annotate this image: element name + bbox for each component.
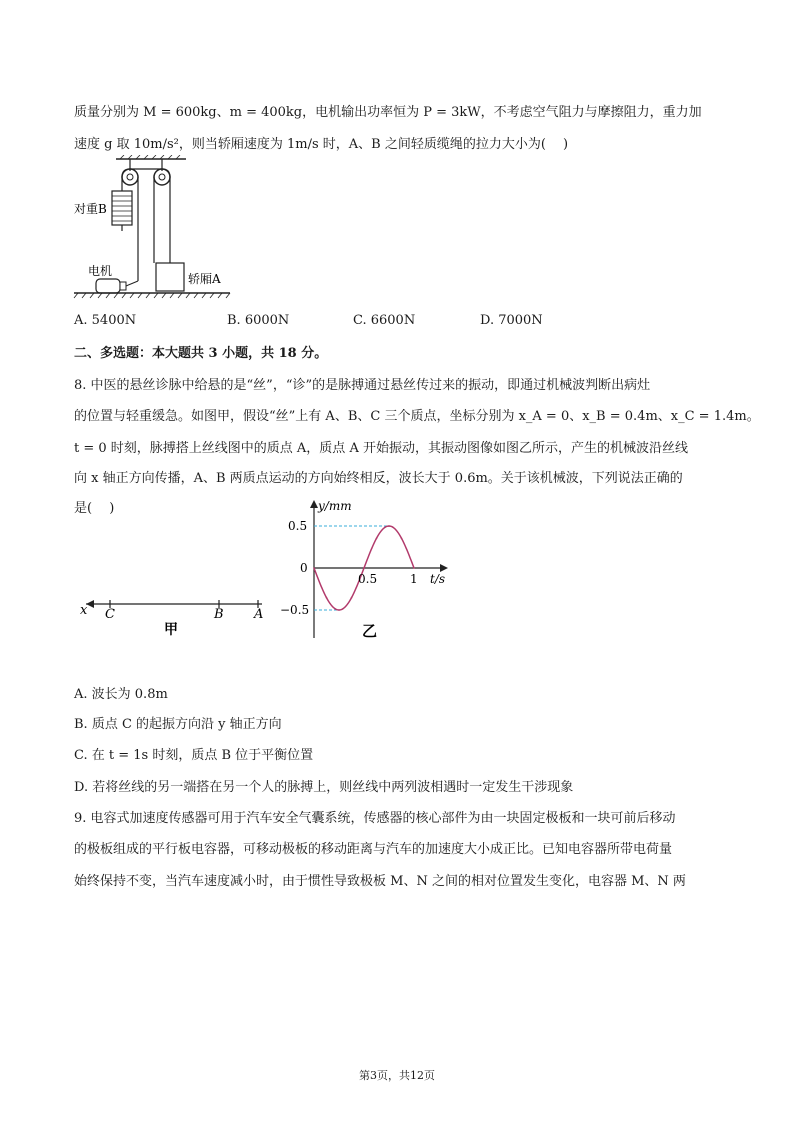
data-point bbox=[326, 597, 328, 599]
figure-jia bbox=[74, 590, 274, 640]
q9-line-1: 9. 电容式加速度传感器可用于汽车安全气囊系统，传感器的核心部件为由一块固定极板和一块可前后移动 bbox=[74, 811, 676, 826]
x-axis-arrow bbox=[440, 564, 448, 572]
q7-line-2: 速度 g 取 10m/s²，则当轿厢速度为 1m/s 时，A、B 之间轻质缆绳的拉力大小为( ) bbox=[74, 137, 569, 152]
motor-label: 电机 bbox=[88, 264, 113, 278]
q9-line-2: 的极板组成的平行板电容器，可移动极板的移动距离与汽车的加速度大小成正比。已知电容器所带电荷量 bbox=[74, 842, 673, 857]
counterweight-label: 对重B bbox=[74, 202, 107, 216]
q7-option-d: D. 7000N bbox=[480, 313, 543, 328]
q8-line-3: t = 0 时刻，脉搏搭上丝线图中的质点 A，质点 A 开始振动，其振动图像如图乙所示，产生的机械波沿丝线 bbox=[74, 441, 688, 456]
data-point bbox=[376, 537, 378, 539]
q8-option-d: D. 若将丝线的另一端搭在另一个人的脉搏上，则丝线中两列波相遇时一定发生干涉现象 bbox=[74, 780, 574, 795]
q8-line-5: 是( ) bbox=[74, 501, 115, 516]
jia-point-a: A bbox=[254, 607, 264, 622]
jia-point-b: B bbox=[214, 607, 224, 622]
y-tick-label: 0 bbox=[300, 561, 308, 575]
q8-line-1: 8. 中医的悬丝诊脉中给悬的是“丝”，“诊”的是脉搏通过悬丝传过来的振动，即通过机械波判断出病灶 bbox=[74, 378, 651, 393]
q7-option-c: C. 6600N bbox=[353, 313, 416, 328]
y-tick-label: 0.5 bbox=[288, 519, 308, 533]
data-point bbox=[351, 597, 353, 599]
jia-point-c: C bbox=[105, 607, 115, 622]
data-point bbox=[338, 609, 340, 611]
x-tick-label: 0.5 bbox=[358, 572, 378, 586]
q8-option-c: C. 在 t = 1s 时刻，质点 B 位于平衡位置 bbox=[74, 748, 314, 763]
car-a bbox=[156, 263, 184, 291]
jia-caption: 甲 bbox=[164, 622, 178, 638]
data-point bbox=[401, 537, 403, 539]
q8-line-2: 的位置与轻重缓急。如图甲，假设“丝”上有 A、B、C 三个质点，坐标分别为 x_A = 0、x_B = 0.4m、x_C = 1.4m。 bbox=[74, 409, 760, 424]
car-label: 轿厢A bbox=[188, 272, 221, 286]
data-point bbox=[363, 567, 365, 569]
figure-yi-chart bbox=[278, 496, 458, 644]
q9-line-3: 始终保持不变，当汽车速度减小时，由于惯性导致极板 M、N 之间的相对位置发生变化，电容器 M、N 两 bbox=[74, 874, 686, 889]
jia-axis-x: x bbox=[80, 603, 88, 618]
y-tick-label: −0.5 bbox=[280, 603, 310, 617]
q8-option-b: B. 质点 C 的起振方向沿 y 轴正方向 bbox=[74, 717, 282, 732]
section-heading: 二、多选题：本大题共 3 小题，共 18 分。 bbox=[74, 346, 328, 361]
motor bbox=[96, 279, 120, 293]
data-point bbox=[388, 525, 390, 527]
q8-line-4: 向 x 轴正方向传播，A、B 两质点运动的方向始终相反，波长大于 0.6m。关于该机械波，下列说法正确的 bbox=[74, 471, 683, 486]
data-point bbox=[313, 567, 315, 569]
data-point bbox=[413, 567, 415, 569]
y-axis-arrow bbox=[310, 500, 318, 508]
yi-caption: 乙 bbox=[362, 622, 378, 640]
q8-option-a: A. 波长为 0.8m bbox=[74, 687, 168, 702]
q7-option-b: B. 6000N bbox=[227, 313, 290, 328]
q7-line-1: 质量分别为 M = 600kg、m = 400kg，电机输出功率恒为 P = 3kW，不考虑空气阻力与摩擦阻力，重力加 bbox=[74, 105, 702, 120]
elevator-figure bbox=[70, 155, 250, 305]
q7-option-a: A. 5400N bbox=[74, 313, 137, 328]
y-axis-label: y/mm bbox=[318, 499, 352, 513]
x-axis-label: t/s bbox=[430, 572, 446, 586]
page-footer: 第3页，共12页 bbox=[359, 1069, 435, 1082]
x-tick-label: 1 bbox=[410, 572, 418, 586]
